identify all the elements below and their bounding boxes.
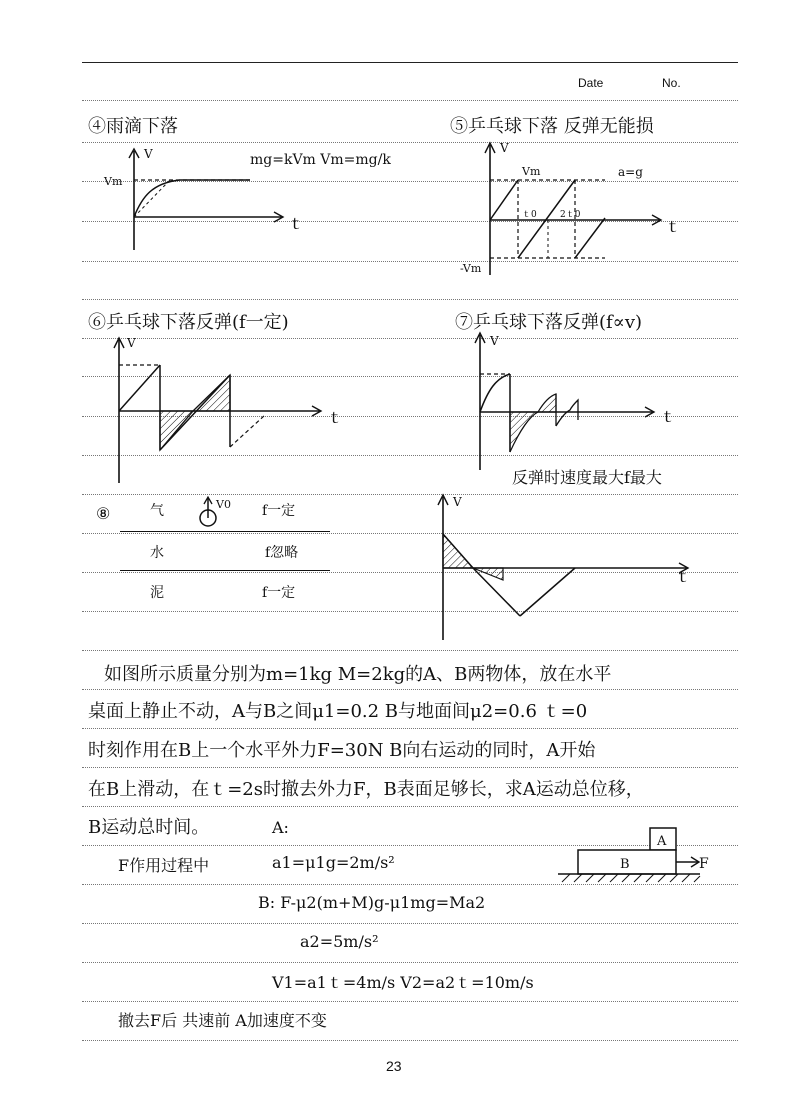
graph5-t-label: ｔ <box>665 217 682 236</box>
graph4-vm-label: Vm <box>104 175 123 188</box>
ruled-line <box>82 767 738 768</box>
ruled-line <box>82 923 738 924</box>
graph8-t-label: ｔ <box>675 567 692 586</box>
ball-figure <box>196 496 236 530</box>
graph5-vm-label: Vm <box>522 165 541 178</box>
ruled-line <box>82 806 738 807</box>
graph5-2t0-label: 2ｔ0 <box>560 210 581 220</box>
block-a-label: A <box>657 834 667 849</box>
graph8-mud-friction: f一定 <box>262 585 296 601</box>
graph4-v-label: V <box>144 147 153 161</box>
graph6-plot <box>105 335 355 485</box>
graph5-v-label: V <box>500 141 509 155</box>
graph8-water-friction: f忽略 <box>265 545 299 561</box>
ruled-line <box>82 1001 738 1002</box>
graph4-formula: mg=kVm Vm=mg/k <box>250 152 391 168</box>
graph7-note: 反弹时速度最大f最大 <box>512 468 662 487</box>
problem-line-1: 如图所示质量分别为m=1kg M=2kg的A、B两物体，放在水平 <box>104 664 612 685</box>
graph6-t-label: ｔ <box>327 408 344 427</box>
graph5-plot <box>460 140 690 280</box>
graph7-plot <box>468 330 678 470</box>
graph5-accel: a=g <box>618 165 643 179</box>
solution-a-label: A: <box>272 818 289 837</box>
water-mud-boundary <box>120 570 330 571</box>
date-label: Date <box>578 76 604 90</box>
header-rule <box>82 62 738 63</box>
air-water-boundary <box>120 531 330 532</box>
graph5-title: ⑤乒乓球下落 反弹无能损 <box>450 116 654 137</box>
ruled-line <box>82 728 738 729</box>
problem-line-2: 桌面上静止不动，A与B之间μ1=0.2 B与地面间μ2=0.6 ｔ=0 <box>88 701 588 722</box>
blocks-figure <box>558 826 708 886</box>
graph7-t-label: ｔ <box>660 407 677 426</box>
graph8-plot <box>425 492 705 642</box>
ruled-line <box>82 100 738 101</box>
graph8-water-label: 水 <box>150 545 164 561</box>
graph4-t-label: ｔ <box>288 214 305 233</box>
problem-line-4: 在B上滑动，在ｔ=2s时撤去外力F，B表面足够长，求A运动总位移， <box>88 779 644 800</box>
graph6-v-label: V <box>127 336 136 350</box>
graph4-plot <box>100 145 305 255</box>
equation-b: B: F-μ2(m+M)g-μ1mg=Ma2 <box>258 893 486 912</box>
graph8-v-label: V <box>453 495 462 509</box>
solution-phase2: 撤去F后 共速前 A加速度不变 <box>118 1011 327 1030</box>
graph6-title: ⑥乒乓球下落反弹(f一定) <box>88 312 289 333</box>
ruled-line <box>82 962 738 963</box>
problem-line-3: 时刻作用在B上一个水平外力F=30N B向右运动的同时，A开始 <box>88 740 596 761</box>
ruled-line <box>82 650 738 651</box>
ruled-line <box>82 1040 738 1041</box>
equation-a1: a1=μ1g=2m/s² <box>272 853 395 872</box>
problem-line-5: B运动总时间。 <box>88 817 210 838</box>
page-number: 23 <box>386 1058 402 1074</box>
force-label: F <box>699 856 709 872</box>
graph5-t0-label: ｔ0 <box>522 210 537 220</box>
equation-a2: a2=5m/s² <box>300 932 379 951</box>
no-label: No. <box>662 76 681 90</box>
graph5-neg-vm-label: -Vm <box>460 262 482 275</box>
graph8-num: ⑧ <box>96 504 111 523</box>
graph7-v-label: V <box>490 334 499 348</box>
graph8-air-friction: f一定 <box>262 503 296 519</box>
equation-velocities: V1=a1ｔ=4m/s V2=a2ｔ=10m/s <box>272 973 534 992</box>
ruled-line <box>82 689 738 690</box>
ruled-line <box>82 299 738 300</box>
graph7-title: ⑦乒乓球下落反弹(f∝v) <box>455 312 643 333</box>
graph8-mud-label: 泥 <box>150 585 164 601</box>
graph8-air-label: 气 <box>150 503 164 519</box>
solution-phase1: F作用过程中 <box>118 856 210 875</box>
graph8-v0-label: V0 <box>216 498 231 511</box>
block-b-label: B <box>620 857 630 872</box>
graph4-title: ④雨滴下落 <box>88 116 178 137</box>
